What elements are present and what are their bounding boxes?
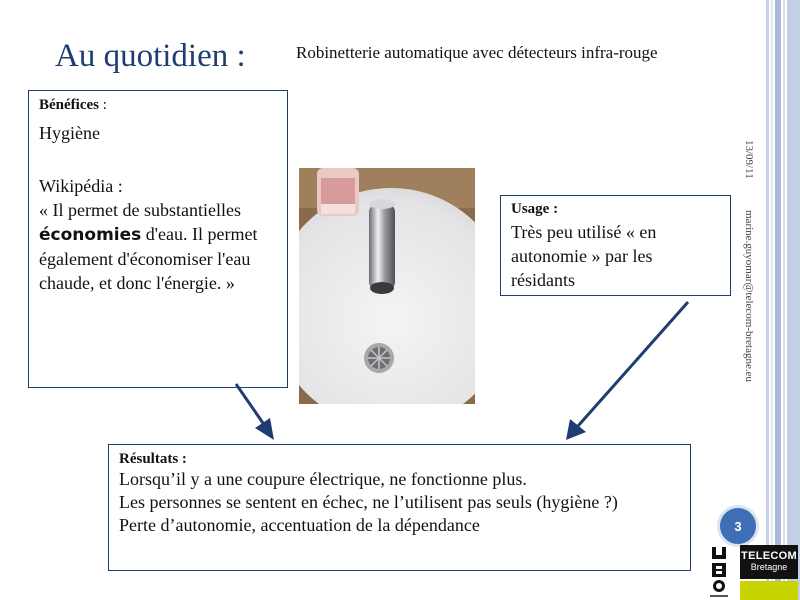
arrow-benefits-to-results — [236, 384, 265, 426]
arrow-head-left — [255, 418, 274, 440]
hygiene-text: Hygiène — [39, 123, 100, 143]
page-number-badge: 3 — [717, 505, 759, 547]
wikipedia-quote — [39, 174, 277, 295]
slide-title: Au quotidien : — [55, 38, 246, 74]
wikipedia-intro: Wikipédia : — [39, 176, 123, 196]
usage-label: Usage : — [511, 201, 559, 217]
benefits-heading — [39, 97, 277, 114]
results-line-3: Perte d’autonomie, accentuation de la dépendance — [119, 515, 480, 535]
results-line-1: Lorsqu’il y a une coupure électrique, ne fonctionne plus. — [119, 469, 527, 489]
results-line-2: Les personnes se sentent en échec, ne l’utilisent pas seuls (hygiène ?) — [119, 492, 618, 512]
faucet-photo — [299, 168, 475, 404]
benefits-label: Bénéfices — [39, 97, 99, 113]
logo-line-2: Bretagne — [750, 562, 788, 572]
decorative-stripes — [766, 0, 800, 600]
quote-part-2: d'eau. Il permet également d'économiser l'eau chaude, et donc l'énergie. » — [39, 224, 258, 293]
results-label: Résultats : — [119, 451, 187, 467]
slide-subtitle: Robinetterie automatique avec détecteurs infra-rouge — [296, 43, 658, 62]
usage-text: Très peu utilisé « en autonomie » par les résidants — [511, 222, 657, 290]
author-email: marine.guyomar@telecom-bretagne.eu — [743, 210, 755, 382]
logo-line-1: TELECOM — [741, 550, 797, 562]
benefits-box — [28, 90, 288, 388]
benefits-colon: : — [98, 97, 107, 113]
arrow-head-right — [566, 419, 586, 440]
quote-bold: économies — [39, 225, 142, 245]
logo-color-band — [740, 581, 798, 600]
slide-date: 13/09/11 — [743, 140, 755, 179]
arrow-usage-to-results — [578, 302, 688, 426]
usage-box — [500, 195, 731, 296]
quote-part-1: « Il permet de substantielles — [39, 200, 241, 220]
ueb-logo — [706, 545, 732, 600]
results-box — [108, 444, 691, 571]
telecom-bretagne-logo-text — [740, 545, 798, 579]
telecom-bretagne-logo — [740, 545, 798, 600]
